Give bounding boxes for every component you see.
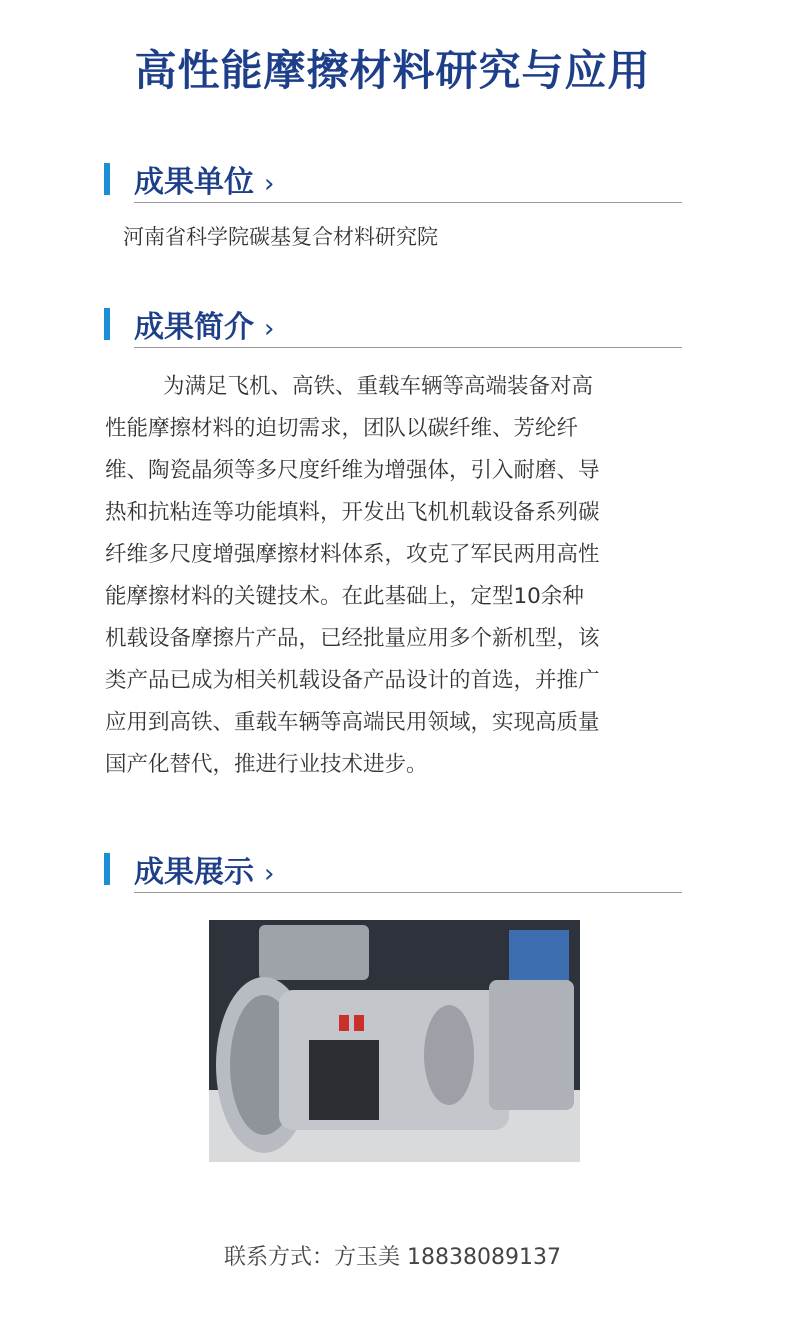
unit-name: 河南省科学院碳基复合材料研究院 bbox=[123, 225, 438, 249]
section-heading: 成果展示 bbox=[134, 855, 254, 890]
product-photo bbox=[209, 920, 580, 1162]
page-title: 高性能摩擦材料研究与应用 bbox=[134, 46, 651, 95]
divider bbox=[134, 892, 682, 893]
intro-body bbox=[105, 366, 685, 786]
intro-line: 国产化替代，推进行业技术进步。 bbox=[105, 752, 428, 777]
intro-line: 热和抗粘连等功能填料，开发出飞机机载设备系列碳 bbox=[105, 500, 600, 525]
intro-line: 为满足飞机、高铁、重载车辆等高端装备对高 bbox=[163, 374, 594, 399]
section-heading: 成果单位 bbox=[134, 165, 254, 200]
contact-info: 联系方式：方玉美 18838089137 bbox=[224, 1245, 561, 1270]
accent-bar bbox=[104, 308, 110, 340]
accent-bar bbox=[104, 163, 110, 195]
divider bbox=[134, 347, 682, 348]
intro-line: 类产品已成为相关机载设备产品设计的首选，并推广 bbox=[105, 668, 600, 693]
intro-line: 能摩擦材料的关键技术。在此基础上，定型10余种 bbox=[105, 584, 584, 609]
intro-line: 维、陶瓷晶须等多尺度纤维为增强体，引入耐磨、导 bbox=[105, 458, 600, 483]
accent-bar bbox=[104, 853, 110, 885]
section-heading: 成果简介 bbox=[134, 310, 254, 345]
intro-line: 应用到高铁、重载车辆等高端民用领域，实现高质量 bbox=[105, 710, 600, 735]
chevron-right-icon: › bbox=[264, 859, 275, 889]
chevron-right-icon: › bbox=[264, 314, 275, 344]
intro-line: 机载设备摩擦片产品，已经批量应用多个新机型，该 bbox=[105, 626, 600, 651]
divider bbox=[134, 202, 682, 203]
intro-line: 性能摩擦材料的迫切需求，团队以碳纤维、芳纶纤 bbox=[105, 416, 579, 441]
intro-line: 纤维多尺度增强摩擦材料体系，攻克了军民两用高性 bbox=[105, 542, 600, 567]
chevron-right-icon: › bbox=[264, 169, 275, 199]
